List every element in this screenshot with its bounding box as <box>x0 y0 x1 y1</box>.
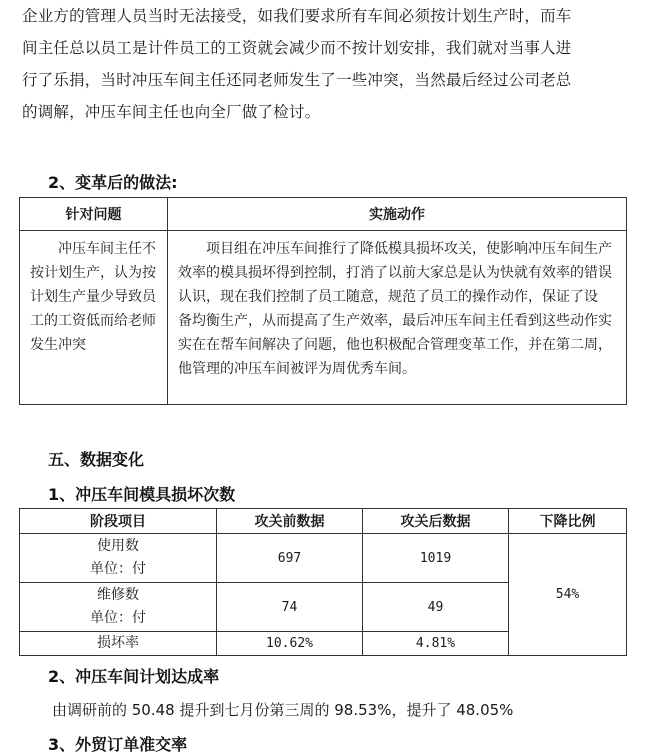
value-before: 74 <box>217 583 363 632</box>
action-cell <box>168 231 627 405</box>
decline-value: 54% <box>509 534 627 656</box>
header-before: 攻关前数据 <box>217 509 363 534</box>
changes-table <box>19 197 627 405</box>
row-label-unit: 单位：付 <box>90 561 146 577</box>
row-label <box>20 632 217 656</box>
intro-paragraph <box>22 0 634 128</box>
value-after: 1019 <box>363 534 509 583</box>
header-stage: 阶段项目 <box>20 509 217 534</box>
header-decline: 下降比例 <box>509 509 627 534</box>
subheading-plan-rate: 2、冲压车间计划达成率 <box>48 667 220 686</box>
intro-line: 的调解，冲压车间主任也向全厂做了检讨。 <box>22 103 321 121</box>
plan-rate-text: 由调研前的 50.48 提升到七月份第三周的 98.53%，提升了 48.05% <box>52 701 514 719</box>
header-problem: 针对问题 <box>20 198 168 231</box>
table-row <box>20 231 627 405</box>
table-row <box>20 534 627 583</box>
row-label-unit: 单位：付 <box>90 610 146 626</box>
row-label-line: 损坏率 <box>97 635 139 651</box>
intro-line: 行了乐捐，当时冲压车间主任还同老师发生了一些冲突，当然最后经过公司老总 <box>22 71 572 89</box>
subheading-mold-damage: 1、冲压车间模具损坏次数 <box>48 485 236 504</box>
intro-line: 企业方的管理人员当时无法接受，如我们要求所有车间必须按计划生产时，而车 <box>22 7 572 25</box>
row-label-line: 维修数 <box>97 587 139 603</box>
mold-damage-table <box>19 508 627 656</box>
section-heading-data: 五、数据变化 <box>48 450 145 469</box>
action-text-2: 备均衡生产，从而提高了生产效率，最后冲压车间主任看到这些动作实实在在帮车间解决了问题，他也积极配合管理变革工作，并在第二周，他管理的冲压车间被评为周优秀车间。 <box>178 313 612 377</box>
value-before: 10.62% <box>217 632 363 656</box>
action-text-1: 项目组在冲压车间推行了降低模具损坏攻关，使影响冲压车间生产效率的模具损坏得到控制，打消了以前大家总是认为快就有效率的错误认识，现在我们控制了员工随意，规范了员工的操作动作，保证了设 <box>178 241 612 305</box>
value-before: 697 <box>217 534 363 583</box>
row-label <box>20 534 217 583</box>
table-header-row <box>20 198 627 231</box>
section-heading-changes: 2、变革后的做法: <box>48 173 178 192</box>
row-label-line: 使用数 <box>97 538 139 554</box>
row-label <box>20 583 217 632</box>
table-header-row <box>20 509 627 534</box>
intro-line: 间主任总以员工是计件员工的工资就会减少而不按计划安排，我们就对当事人进 <box>22 39 572 57</box>
value-after: 4.81% <box>363 632 509 656</box>
problem-text: 冲压车间主任不按计划生产，认为按计划生产量少导致员工的工资低而给老师发生冲突 <box>30 241 156 353</box>
header-action: 实施动作 <box>168 198 627 231</box>
value-after: 49 <box>363 583 509 632</box>
problem-cell <box>20 231 168 405</box>
subheading-order-rate: 3、外贸订单准交率 <box>48 735 188 754</box>
header-after: 攻关后数据 <box>363 509 509 534</box>
